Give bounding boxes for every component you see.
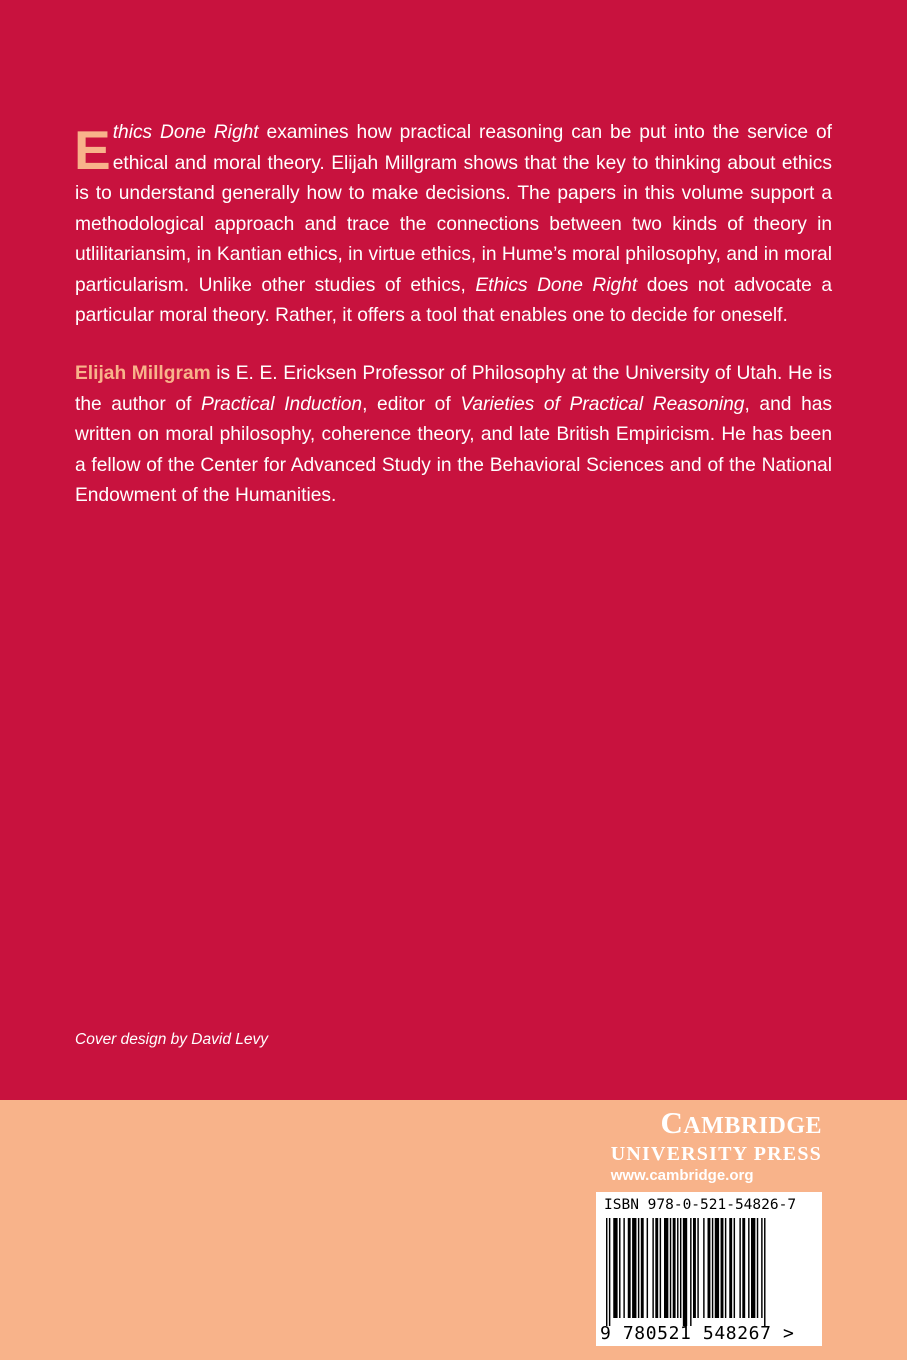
bio-text: is E. E. Ericksen Professor of Philosophy at the University of Utah. He is the author of	[75, 363, 832, 415]
barcode-bar	[697, 1218, 698, 1318]
blurb-text: examines how practical reasoning can be put into the service of ethical and moral theory. Elijah Millgram shows that the key to thinking about ethics is to understand generally how to make decisions. The papers in this volume support a methodological approach and trace the connections between two kinds of theory in utlilitariansim, in Kantian ethics, in virtue ethics, in Hume’s moral philosophy, and in moral particularism. Unlike other studies of ethics,	[75, 122, 832, 296]
barcode-bar	[742, 1218, 745, 1318]
book-blurb	[75, 118, 832, 332]
bio-text-3: , and has written on moral philosophy, coherence theory, and late British Empiricism. He has been a fellow of the Center for Advanced Study in the Behavioral Sciences and of the National Endowment of the Humanities.	[75, 393, 833, 506]
publisher-name-rest: AMBRIDGE	[683, 1113, 822, 1139]
barcode-bar	[632, 1218, 636, 1318]
barcode-digits: 9 780521 548267 >	[600, 1323, 795, 1344]
barcode-bar	[613, 1218, 617, 1318]
barcode-bar	[739, 1218, 740, 1318]
barcode-bar	[693, 1218, 696, 1318]
barcode-bar	[690, 1218, 691, 1326]
drop-cap: E	[74, 119, 111, 181]
barcode-bar	[683, 1218, 687, 1326]
barcode-bar	[652, 1218, 653, 1318]
barcode-bar	[628, 1218, 631, 1318]
book-title-italic-2: Ethics Done Right	[475, 274, 638, 296]
publisher-logo	[611, 1106, 822, 1187]
barcode-bar	[680, 1218, 681, 1318]
barcode-bar	[721, 1218, 724, 1318]
barcode-bar	[764, 1218, 765, 1326]
publisher-url: www.cambridge.org	[610, 1167, 754, 1184]
cover-design-credit: Cover design by David Levy	[75, 1031, 268, 1048]
isbn-number: ISBN 978-0-521-54826-7	[604, 1197, 797, 1213]
bio-text-2: , editor of	[362, 393, 461, 415]
bio-book-1: Practical Induction	[200, 393, 363, 415]
barcode-bar	[757, 1218, 758, 1318]
barcode-bar	[715, 1218, 719, 1318]
publisher-name	[611, 1106, 822, 1143]
barcode-bar	[725, 1218, 726, 1318]
barcode-bar	[734, 1218, 735, 1318]
barcode-bar	[638, 1218, 639, 1318]
barcode-bar	[670, 1218, 671, 1318]
book-title-italic: thics Done Right	[112, 122, 259, 143]
barcode-panel	[596, 1192, 822, 1346]
publisher-name-cap: C	[660, 1105, 684, 1140]
barcode-bar	[664, 1218, 668, 1318]
publisher-subtitle: UNIVERSITY PRESS	[610, 1143, 822, 1165]
barcode-bar	[647, 1218, 648, 1318]
author-bio	[75, 359, 832, 512]
blurb-text-end: does not advocate a particular moral theory. Rather, it offers a tool that enables one to decide for oneself.	[75, 274, 832, 326]
barcode-bar	[761, 1218, 762, 1318]
barcode-bar	[712, 1218, 713, 1318]
barcode-bar	[606, 1218, 607, 1326]
barcode-bar	[729, 1218, 732, 1318]
barcode-bar	[623, 1218, 624, 1318]
barcode-bar	[677, 1218, 678, 1318]
barcode-bar	[619, 1218, 620, 1318]
barcode-bar	[748, 1218, 749, 1318]
barcode-bar	[609, 1218, 610, 1326]
barcode-icon	[602, 1218, 816, 1326]
barcode-bar	[641, 1218, 644, 1318]
barcode-bar	[673, 1218, 676, 1318]
barcode-bar	[703, 1218, 704, 1318]
barcode-bar	[708, 1218, 711, 1318]
barcode-bar	[655, 1218, 658, 1318]
bio-book-2: Varieties of Practical Reasoning	[460, 393, 745, 415]
author-name: Elijah Millgram	[75, 363, 211, 384]
barcode-bar	[660, 1218, 661, 1318]
barcode-bar	[751, 1218, 755, 1318]
